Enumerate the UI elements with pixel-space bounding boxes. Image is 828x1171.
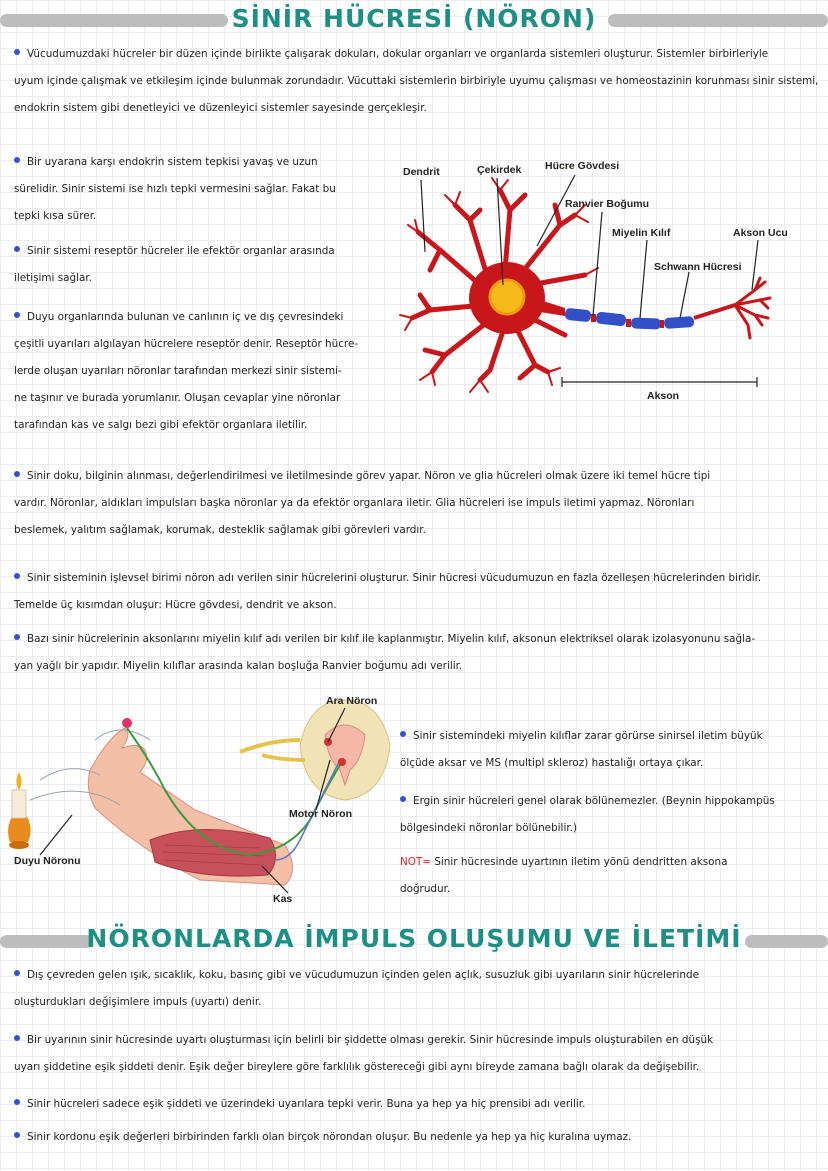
- motor-neuron-body: [338, 758, 346, 766]
- label-dendrit: Dendrit: [403, 166, 440, 178]
- paragraph-nerve-tissue: Sinir doku, bilginin alınması, değerlendirilmesi ve iletilmesinde görev yapar. Nöron ve glia hücreleri olmak üzere iki temel hücre tipi vardır. Nöronlar, aldıkları impulsları başka nöronlar ya da efektör organlara iletir. Glia hücreleri ise impuls iletimi yapmaz. Nöronları beslemek, yalıtım sağlamak, korumak, desteklik sağlamak gibi görevleri vardır.: [14, 470, 711, 536]
- bullet-icon: [14, 1099, 20, 1105]
- spinal-cord: [300, 700, 390, 800]
- paragraph-ms: Sinir sistemindeki miyelin kılıflar zarar görürse sinirsel iletim büyük ölçüde aksar ve MS (multipl skleroz) hastalığı ortaya çıkar.: [400, 730, 763, 769]
- label-ranvier: Ranvier Boğumu: [565, 198, 650, 210]
- paragraph-systems: Vücudumuzdaki hücreler bir düzen içinde birlikte çalışarak dokuları, dokular organları ve organlarda sistemleri oluşturur. Sistemler birbirleriyle uyum içinde çalışmak ve etkileşim içinde bulunmak zorundadır. Vücuttaki sistemlerin birbiriyle uyumu çalışması ve homeostazinin korunması sinir sistemi, endokrin sistem gibi denetleyici ve düzenleyici sistemler sayesinde gerçekleşir.: [14, 48, 819, 114]
- paragraph-sense-organs: Duyu organlarında bulunan ve canlının iç ve dış çevresindeki çeşitli uyarıları algılayan hücrelere reseptör denir. Reseptör hücre- lerde oluşan uyarıları nöronlar tarafından merkezi sinir sistemi- ne taşınır ve burada yorumlanır. Oluşan cevaplar yine nöronlar tarafından kas ve salgı bezi gibi efektör organlara iletilir.: [14, 311, 359, 431]
- paragraph-note: NOT= Sinir hücresinde uyartının iletim yönü dendritten aksona doğrudur.: [400, 856, 728, 895]
- muscle: [150, 829, 276, 876]
- label-miyelin: Miyelin Kılıf: [612, 227, 671, 239]
- bullet-icon: [400, 796, 406, 802]
- bullet-icon: [400, 731, 406, 737]
- label-duyu-noronu: Duyu Nöronu: [14, 855, 81, 867]
- label-ara-noron: Ara Nöron: [326, 695, 378, 707]
- note-label: NOT=: [400, 856, 432, 868]
- paragraph-neuron-unit: Sinir sisteminin işlevsel birimi nöron adı verilen sinir hücrelerini oluşturur. Sinir hücresi vücudumuzun en fazla özelleşen hücrelerinden biridir. Temelde üç kısımdan oluşur: Hücre gövdesi, dendrit ve akson.: [14, 572, 762, 611]
- label-akson: Akson: [647, 390, 680, 402]
- paragraph-all-or-none: Sinir hücreleri sadece eşik şiddeti ve üzerindeki uyarılara tepki verir. Buna ya hep ya hiç prensibi adı verilir.: [14, 1091, 585, 1118]
- paragraph-threshold: Bir uyarının sinir hücresinde uyartı oluşturması için belirli bir şiddette olması gerekir. Sinir hücresinde impuls oluşturabilen en düşük uyarı şiddetine eşik şiddeti denir. Eşik değer bireylere göre farklılık göstereceği gibi aynı bireyde zamana bağlı olarak da değişebilir.: [14, 1034, 714, 1073]
- paragraph-receptor-effector: Sinir sistemi reseptör hücreler ile efektör organlar arasında iletişimi sağlar.: [14, 245, 335, 284]
- section-title: NÖRONLARDA İMPULS OLUŞUMU VE İLETİMİ: [86, 924, 742, 953]
- label-motor-noron: Motor Nöron: [289, 808, 352, 820]
- label-schwann: Schwann Hücresi: [654, 261, 742, 273]
- bullet-icon: [14, 970, 20, 976]
- candle: [8, 772, 30, 849]
- paragraph-impulse: Dış çevreden gelen ışık, sıcaklık, koku, basınç gibi ve vücudumuzun içinden gelen açlık, susuzluk gibi uyarıların sinir hücrelerinde oluşturdukları değişimlere impuls (uyartı) denir.: [14, 969, 699, 1008]
- page-title: SİNİR HÜCRESİ (NÖRON): [231, 4, 597, 33]
- bullet-icon: [14, 1035, 20, 1041]
- label-cekirdek: Çekirdek: [477, 164, 522, 176]
- bullet-icon: [14, 1132, 20, 1138]
- nerve-bundle: [240, 740, 305, 760]
- pin: [122, 718, 132, 728]
- label-akson-ucu: Akson Ucu: [733, 227, 788, 239]
- paragraph-myelin: Bazı sinir hücrelerinin aksonlarını miyelin kılıf adı verilen bir kılıf ile kaplanmıştır. Miyelin kılıf, aksonun elektriksel olarak izolasyonunu sağla- yan yağlı bir yapıdır. Miyelin kılıflar arasında kalan boşluğa Ranvier boğumu adı verilir.: [14, 633, 756, 672]
- label-hucre-govdesi: Hücre Gövdesi: [545, 160, 620, 172]
- paragraph-division: Ergin sinir hücreleri genel olarak bölünemezler. (Beynin hippokampüs bölgesindeki nöronlar bölünebilir.): [400, 795, 775, 834]
- paragraph-endocrine: Bir uyarana karşı endokrin sistem tepkisi yavaş ve uzun sürelidir. Sinir sistemi ise hızlı tepki vermesini sağlar. Fakat bu tepki kısa sürer.: [14, 156, 336, 222]
- paragraph-nerve-cord: Sinir kordonu eşik değerleri birbirinden farklı olan birçok nörondan oluşur. Bu nedenle ya hep ya hiç kuralına uymaz.: [14, 1124, 631, 1151]
- label-kas: Kas: [273, 893, 293, 905]
